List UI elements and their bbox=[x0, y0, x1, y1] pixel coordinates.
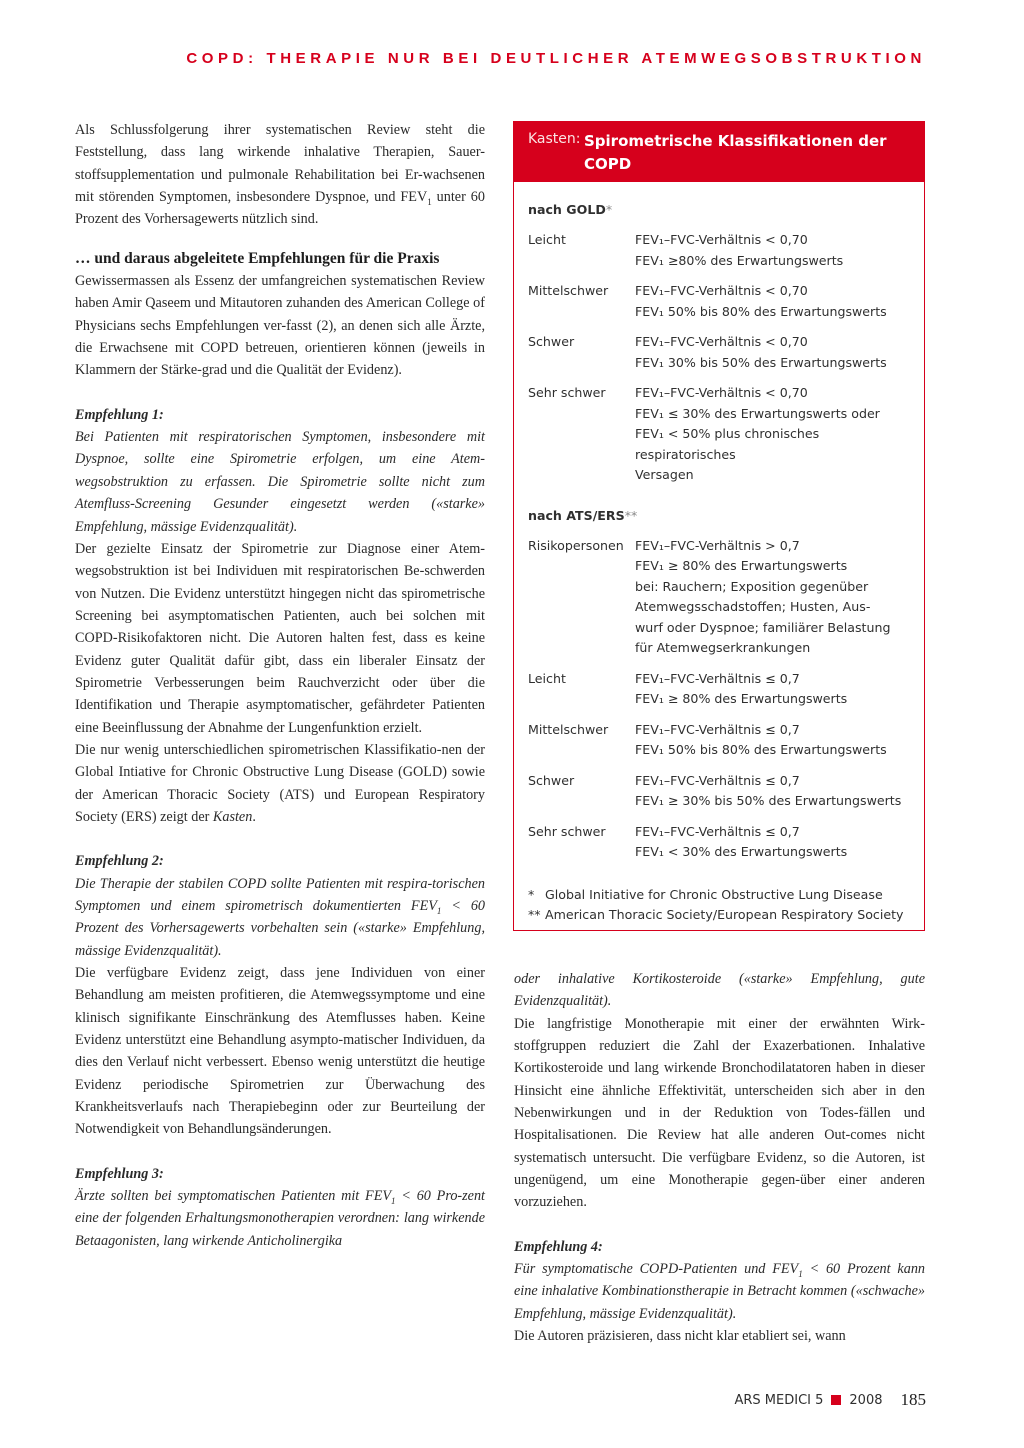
gold-heading: nach GOLD* bbox=[528, 202, 613, 217]
severity-definition bbox=[635, 720, 924, 761]
severity-class: Leicht bbox=[528, 670, 566, 686]
running-header: COPD: THERAPIE NUR BEI DEUTLICHER ATEMWEGSOBSTRUKTION bbox=[186, 50, 926, 67]
footnote-text: Global Initiative for Chronic Obstructive Lung Disease bbox=[545, 886, 883, 902]
definition-line: FEV₁ 50% bis 80% des Erwartungswerts bbox=[635, 742, 887, 757]
intro-paragraph: Als Schlussfolgerung ihrer systematischen Review steht die Feststellung, dass lang wirkende inhalative Therapien, Sauer-stoffsupplementation und pulmonale Rehabilitation bei Er-wachsenen mit störenden Symptomen, insbesondere Dyspnoe, und $FEV_1$ unter 60 Prozent des Vorhersagewerts nützlich sind. bbox=[75, 122, 485, 228]
ats-heading: nach ATS/ERS** bbox=[528, 507, 638, 523]
definition-line: Versagen bbox=[635, 467, 694, 482]
severity-definition bbox=[635, 230, 924, 271]
definition-line: FEV₁ ≤ 30% des Erwartungswerts oder bbox=[635, 405, 880, 421]
red-square-icon bbox=[831, 1395, 841, 1405]
definition-line: wurf oder Dyspnoe; familiärer Belastung bbox=[635, 619, 891, 635]
definition-line: FEV₁ < 50% plus chronisches respiratorisches bbox=[635, 426, 820, 462]
severity-class: Mittelschwer bbox=[528, 721, 609, 737]
recommendation-4-text: Für symptomatische COPD-Patienten und $FEV_1 < 60$ Prozent kann eine inhalative Kombinationstherapie in Betracht kommen («schwache» Empfehlung, mässige Evidenzqualität). bbox=[514, 1261, 926, 1322]
journal-name: ARS MEDICI 5 bbox=[734, 1392, 824, 1408]
recommendation-1-paragraph-b: Die nur wenig unterschiedlichen spirometrischen Klassifikatio-nen der Global Intiative for Chronic Obstructive Lung Disease (GOLD) sowie der American Thoracic Society (ATS) und European Respiratory Society (ERS) zeigt der Kasten. bbox=[75, 741, 485, 825]
ats-row bbox=[528, 720, 924, 761]
definition-line: FEV₁–FVC-Verhältnis ≤ 0,7 bbox=[635, 721, 800, 737]
severity-definition bbox=[635, 332, 924, 373]
footnote bbox=[528, 905, 924, 926]
definition-line: FEV₁–FVC-Verhältnis < 0,70 bbox=[635, 283, 808, 298]
box-header bbox=[514, 122, 924, 182]
page-number: 185 bbox=[900, 1390, 926, 1409]
page-footer bbox=[735, 1390, 927, 1410]
gold-rows bbox=[528, 230, 924, 486]
recommendation-2-text: Die Therapie der stabilen COPD sollte Patienten mit respira-torischen Symptomen und einem spirometrisch dokumentierten $FEV_1 < 60$ Prozent des Vorhersagewerts vorbehalten sein («starke» Empfehlung, mässige Evidenzqualität). bbox=[75, 875, 486, 959]
definition-line: FEV₁–FVC-Verhältnis > 0,7 bbox=[635, 537, 800, 553]
right-column bbox=[514, 968, 925, 1348]
severity-definition bbox=[635, 822, 924, 863]
recommendation-2-title: Empfehlung 2: bbox=[75, 853, 164, 870]
footnote bbox=[528, 885, 924, 906]
recommendation-1-title: Empfehlung 1: bbox=[75, 406, 164, 423]
severity-definition bbox=[635, 771, 924, 812]
gold-row bbox=[528, 230, 924, 271]
definition-line: FEV₁–FVC-Verhältnis ≤ 0,7 bbox=[635, 823, 800, 839]
box-title: Spirometrische Klassifikationen der COPD bbox=[584, 132, 887, 173]
definition-line: FEV₁–FVC-Verhältnis ≤ 0,7 bbox=[635, 772, 800, 788]
gold-row bbox=[528, 383, 924, 486]
definition-line: FEV₁ < 30% des Erwartungswerts bbox=[635, 844, 848, 859]
severity-definition bbox=[635, 669, 924, 710]
severity-class: Sehr schwer bbox=[528, 823, 606, 839]
definition-line: FEV₁–FVC-Verhältnis ≤ 0,7 bbox=[635, 670, 800, 686]
definition-line: bei: Rauchern; Exposition gegenüber bbox=[635, 578, 869, 594]
recommendation-1-paragraph-a: Der gezielte Einsatz der Spirometrie zur Diagnose einer Atem-wegsobstruktion ist bei Individuen mit respiratorischen Be-schwerden von Nutzen. Die Evidenz unterstützt hingegen nicht das spirometrische Screening bei asymptomatischen Patienten, auch bei solchen mit COPD-Risikofaktoren nicht. Die Autoren halten fest, dass es keine Evidenz guter Qualität dafür gibt, dass ein liberaler Einsatz der Spirometrie Verbesserungen beim Rauchverzicht oder über die Identifikation und Therapie asymptomatischer, gefährdeter Patienten eine Beeinflussung der Abnahme der Lungenfunktion erzielt. bbox=[75, 540, 485, 736]
section-heading: … und daraus abgeleitete Empfehlungen für die Praxis bbox=[75, 249, 440, 267]
definition-line: FEV₁ ≥ 80% des Erwartungswerts bbox=[635, 691, 848, 706]
definition-line: FEV₁ ≥ 80% des Erwartungswerts bbox=[635, 558, 848, 573]
ats-row bbox=[528, 669, 924, 710]
footnote-text: American Thoracic Society/European Respiratory Society bbox=[545, 907, 904, 922]
definition-line: FEV₁ 50% bis 80% des Erwartungswerts bbox=[635, 303, 887, 319]
definition-line: FEV₁ ≥ 30% bis 50% des Erwartungswerts bbox=[635, 793, 902, 808]
gold-row bbox=[528, 332, 924, 373]
recommendation-4-title: Empfehlung 4: bbox=[514, 1238, 603, 1255]
footnote-mark: * bbox=[528, 886, 535, 902]
ats-row bbox=[528, 536, 924, 659]
recommendation-3-paragraph: Die langfristige Monotherapie mit einer der erwähnten Wirk-stoffgruppen reduziert die Zahl der Exazerbationen. Inhalative Kortikosteroide und lang wirkende Bronchodilatatoren haben in dieser Hinsicht eine ähnliche Effektivität, unterscheiden sich aber in den Nebenwirkungen und in der Reduktion von Todes-fällen und Hospitalisationen. Die Review hat alle anderen Out-comes nicht systematisch untersucht. Die verfügbare Evidenz, so die Autoren, ist ungenügend, um eine Monotherapie gegen-über einer anderen vorzuziehen. bbox=[514, 1015, 925, 1211]
box-footnotes bbox=[528, 885, 924, 926]
severity-class: Sehr schwer bbox=[528, 385, 606, 400]
severity-class: Leicht bbox=[528, 232, 566, 247]
definition-line: FEV₁ 30% bis 50% des Erwartungswerts bbox=[635, 354, 887, 370]
recommendation-3-text: Ärzte sollten bei symptomatischen Patienten mit $FEV_1 < 60$ Pro-zent eine der folgenden Erhaltungsmonotherapien verordnen: lang wirkende Betaagonisten, lang wirkende Anticholinergika bbox=[75, 1188, 485, 1249]
definition-line: FEV₁–FVC-Verhältnis < 0,70 bbox=[635, 334, 808, 349]
severity-class: Mittelschwer bbox=[528, 283, 609, 298]
definition-line: Atemwegsschadstoffen; Husten, Aus- bbox=[635, 599, 871, 614]
recommendation-3-title: Empfehlung 3: bbox=[75, 1165, 164, 1182]
ats-rows bbox=[528, 536, 924, 863]
recommendation-2-paragraph: Die verfügbare Evidenz zeigt, dass jene Individuen von einer Behandlung am meisten profitieren, die Atemwegssymptome und eine klinisch signifikante Einschränkung des Atemflusses haben. Keine Evidenz unterstützt eine Behandlung asympto-matischer Individuen, da dies den Verlauf nicht verbessert. Ebenso wenig unterstützt die heutige Evidenz periodische Spirometrien zur Überwachung des Krankheitsverlaufs nach Therapiebeginn oder zur Beurteilung der Notwendigkeit von Behandlungsänderungen. bbox=[75, 965, 485, 1138]
gold-row bbox=[528, 281, 924, 322]
severity-class: Schwer bbox=[528, 772, 575, 788]
journal-year: 2008 bbox=[849, 1392, 883, 1408]
definition-line: FEV₁ ≥80% des Erwartungswerts bbox=[635, 252, 844, 268]
box-kicker: Kasten: bbox=[528, 131, 581, 147]
recommendation-1-text: Bei Patienten mit respiratorischen Symptomen, insbesondere mit Dyspnoe, sollte eine Spirometrie erfolgen, um eine Atem-wegsobstruktion zu erfassen. Die Spirometrie sollte nicht zum Atemfluss-Screening Gesunder eingesetzt werden («starke» Empfehlung, mässige Evidenzqualität). bbox=[75, 429, 485, 535]
severity-class: Risikopersonen bbox=[528, 537, 624, 553]
definition-line: FEV₁–FVC-Verhältnis < 0,70 bbox=[635, 385, 808, 400]
severity-definition bbox=[635, 536, 924, 659]
left-column bbox=[75, 119, 485, 1252]
footnote-mark: ** bbox=[528, 907, 541, 922]
definition-line: für Atemwegserkrankungen bbox=[635, 640, 811, 655]
recommendation-3-continued: oder inhalative Kortikosteroide («starke» Empfehlung, gute Evidenzqualität). bbox=[514, 971, 925, 1010]
severity-definition bbox=[635, 383, 924, 486]
definition-line: FEV₁–FVC-Verhältnis < 0,70 bbox=[635, 232, 808, 247]
essence-paragraph: Gewissermassen als Essenz der umfangreichen systematischen Review haben Amir Qaseem und Mitautoren zuhanden des American College of Physicians sechs Empfehlungen ver-fasst (2), an denen sich alle Ärzte, die Erwachsene mit COPD betreuen, orientieren können (jeweils in Klammern der Stärke-grad und die Qualität der Evidenz). bbox=[75, 273, 485, 379]
ats-row bbox=[528, 822, 924, 863]
severity-definition bbox=[635, 281, 924, 322]
severity-class: Schwer bbox=[528, 334, 575, 349]
classification-box bbox=[513, 121, 925, 931]
recommendation-4-paragraph: Die Autoren präzisieren, dass nicht klar etabliert sei, wann bbox=[514, 1328, 846, 1345]
ats-row bbox=[528, 771, 924, 812]
